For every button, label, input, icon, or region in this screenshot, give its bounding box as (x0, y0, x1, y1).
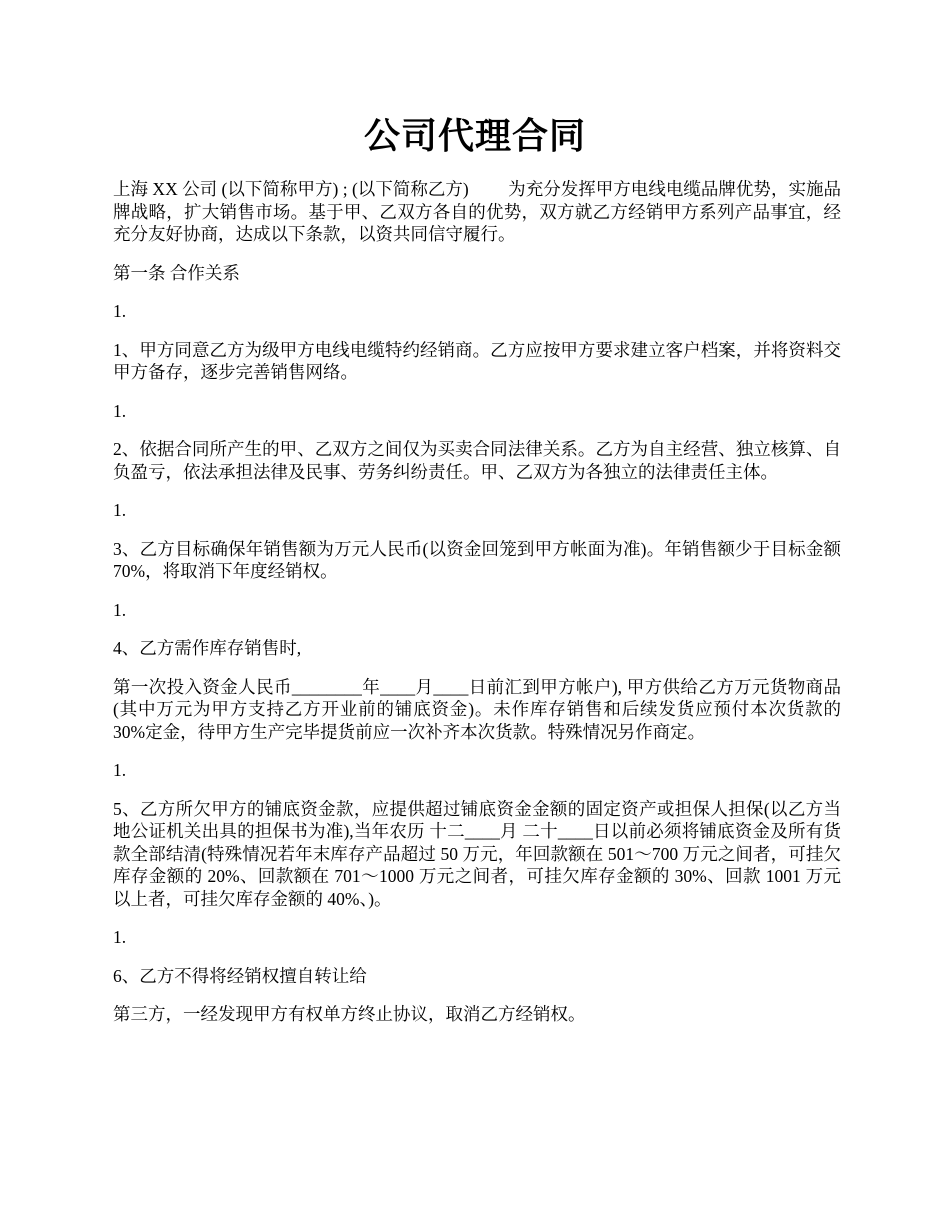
clause-1-paragraph: 1、甲方同意乙方为级甲方电线电缆特约经销商。乙方应按甲方要求建立客户档案，并将资料交甲方备存，逐步完善销售网络。 (113, 339, 841, 382)
list-number: 1. (113, 599, 127, 620)
clause-4-detail-paragraph: 第一次投入资金人民币________年____月____日前汇到甲方帐户), 甲方供给乙方万元货物商品(其中万元为甲方支持乙方开业前的铺底资金)。未作库存销售和后续发货应预付本次货款的 30%定金，待甲方生产完毕提货前应一次补齐本次货款。特殊情况另作商定。 (113, 676, 841, 742)
article-heading: 第一条 合作关系 (113, 262, 240, 283)
list-number: 1. (113, 927, 127, 947)
clause-6-paragraph: 6、乙方不得将经销权擅自转让给 (113, 965, 367, 986)
clause-3-paragraph: 3、乙方目标确保年销售额为万元人民币(以资金回笼到甲方帐面为准)。年销售额少于目标金额 70%，将取消下年度经销权。 (113, 538, 841, 581)
list-number: 1. (113, 760, 127, 780)
clause-4-paragraph: 4、乙方需作库存销售时, (113, 638, 302, 658)
document-body (113, 178, 841, 1042)
clause-2-paragraph: 2、依据合同所产生的甲、乙双方之间仅为买卖合同法律关系。乙方为自主经营、独立核算、自负盈亏，依法承担法律及民事、劳务纠纷责任。甲、乙双方为各独立的法律责任主体。 (113, 439, 841, 482)
clause-6-detail-paragraph: 第三方，一经发现甲方有权单方终止协议，取消乙方经销权。 (113, 1004, 586, 1024)
list-number: 1. (113, 400, 127, 421)
list-number: 1. (113, 301, 127, 321)
list-number: 1. (113, 500, 127, 520)
preamble-paragraph: 上海 XX 公司 (以下简称甲方) ; (以下简称乙方) 为充分发挥甲方电线电缆品牌优势，实施品牌战略，扩大销售市场。基于甲、乙双方各自的优势，双方就乙方经销甲方系列产品事宜，经充分友好协商，达成以下条款，以资共同信守履行。 (113, 179, 841, 244)
document-title: 公司代理合同 (363, 116, 586, 156)
clause-5-paragraph: 5、乙方所欠甲方的铺底资金款，应提供超过铺底资金金额的固定资产或担保人担保(以乙方当地公证机关出具的担保书为准),当年农历 十二____月 二十____日以前必须将铺底资金及所有货款全部结清(特殊情况若年末库存产品超过 50 万元，年回款额在 501～700 万元之间者，可挂欠库存金额的 20%、回款额在 701～1000 万元之间者，可挂欠库存金额的 30%、回款 1001 万元以上者，可挂欠库存金额的 40%、)。 (113, 798, 841, 909)
